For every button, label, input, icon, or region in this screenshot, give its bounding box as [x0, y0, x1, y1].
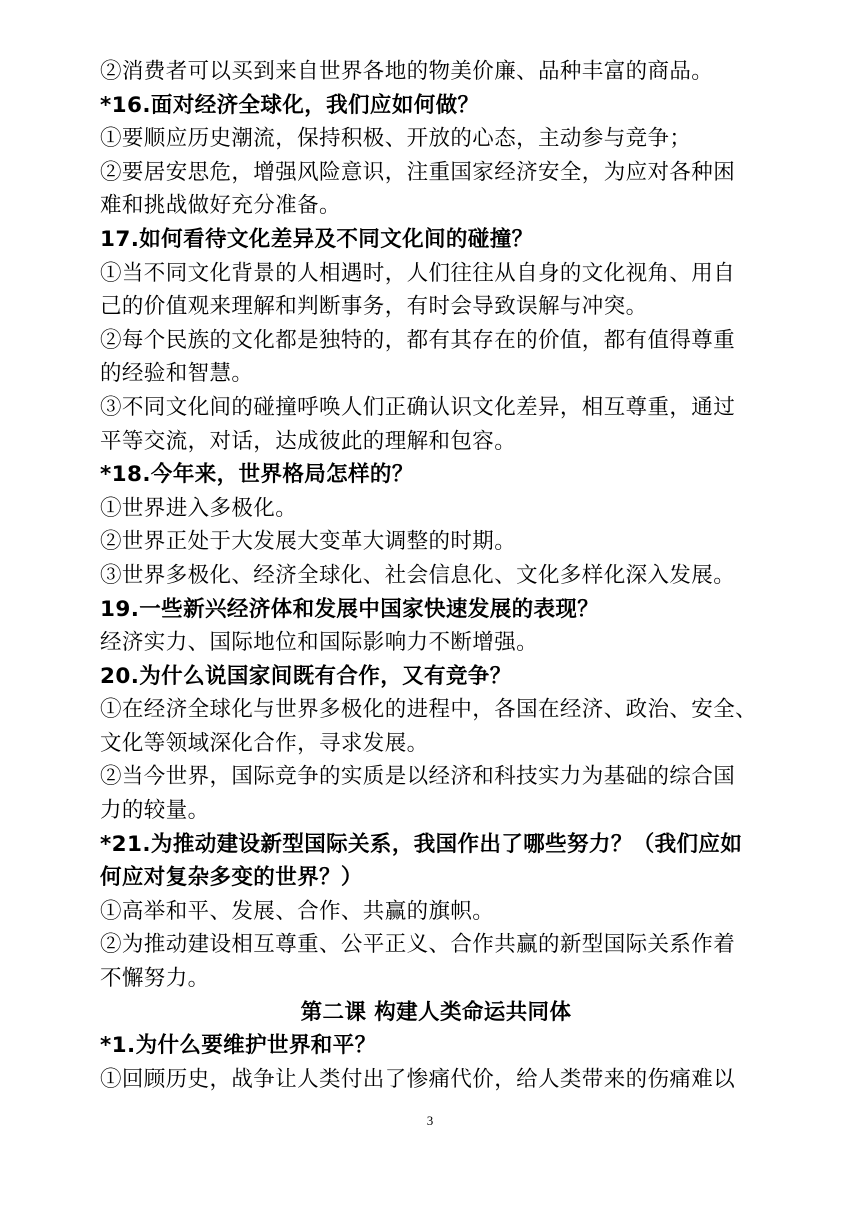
document-page	[100, 55, 772, 1096]
question-heading: 19.一些新兴经济体和发展中国家快速发展的表现？	[100, 596, 600, 622]
body-text-line: 不懈努力。	[100, 966, 210, 992]
body-text-line: ②为推动建设相互尊重、公平正义、合作共赢的新型国际关系作着	[100, 932, 736, 958]
body-text-line: ①在经济全球化与世界多极化的进程中，各国在经济、政治、安全、	[100, 697, 758, 723]
body-text-line: ②每个民族的文化都是独特的，都有其存在的价值，都有值得尊重	[100, 327, 736, 353]
body-text-line: 己的价值观来理解和判断事务，有时会导致误解与冲突。	[100, 294, 648, 320]
body-text-line: 平等交流，对话，达成彼此的理解和包容。	[100, 428, 517, 454]
body-text-line: ②消费者可以买到来自世界各地的物美价廉、品种丰富的商品。	[100, 59, 714, 84]
body-text-line: 难和挑战做好充分准备。	[100, 193, 341, 219]
body-text-line: ①高举和平、发展、合作、共赢的旗帜。	[100, 898, 495, 924]
body-text-line: ③不同文化间的碰撞呼唤人们正确认识文化差异，相互尊重，通过	[100, 394, 736, 420]
question-heading: *1.为什么要维护世界和平？	[100, 1033, 377, 1059]
body-text-line: ②要居安思危，增强风险意识，注重国家经济安全，为应对各种困	[100, 159, 736, 185]
question-heading: *21.为推动建设新型国际关系，我国作出了哪些努力？（我们应如	[100, 831, 743, 857]
body-text-line: ②当今世界，国际竞争的实质是以经济和科技实力为基础的综合国	[100, 764, 736, 790]
body-text-line: ①回顾历史，战争让人类付出了惨痛代价，给人类带来的伤痛难以	[100, 1066, 736, 1092]
question-heading: 何应对复杂多变的世界？）	[100, 865, 363, 891]
body-text-line: 文化等领域深化合作，寻求发展。	[100, 730, 429, 756]
question-heading: 17.如何看待文化差异及不同文化间的碰撞？	[100, 226, 534, 252]
lesson-title: 第二课 构建人类命运共同体	[300, 999, 572, 1025]
body-text-line: ②世界正处于大发展大变革大调整的时期。	[100, 529, 517, 555]
question-heading: *16.面对经济全球化，我们应如何做？	[100, 92, 480, 118]
body-text-line: 的经验和智慧。	[100, 361, 254, 387]
body-text-line: 经济实力、国际地位和国际影响力不断增强。	[100, 630, 539, 656]
body-text-line: ①当不同文化背景的人相遇时，人们往往从自身的文化视角、用自	[100, 260, 736, 286]
body-text-line: 力的较量。	[100, 798, 210, 824]
question-heading: 20.为什么说国家间既有合作，又有竞争？	[100, 663, 512, 689]
body-text-line: ①要顺应历史潮流，保持积极、开放的心态，主动参与竞争；	[100, 126, 692, 152]
page-number: 3	[426, 1113, 434, 1128]
body-text-line: ①世界进入多极化。	[100, 495, 298, 521]
question-heading: *18.今年来，世界格局怎样的？	[100, 462, 414, 488]
body-text-line: ③世界多极化、经济全球化、社会信息化、文化多样化深入发展。	[100, 562, 736, 588]
